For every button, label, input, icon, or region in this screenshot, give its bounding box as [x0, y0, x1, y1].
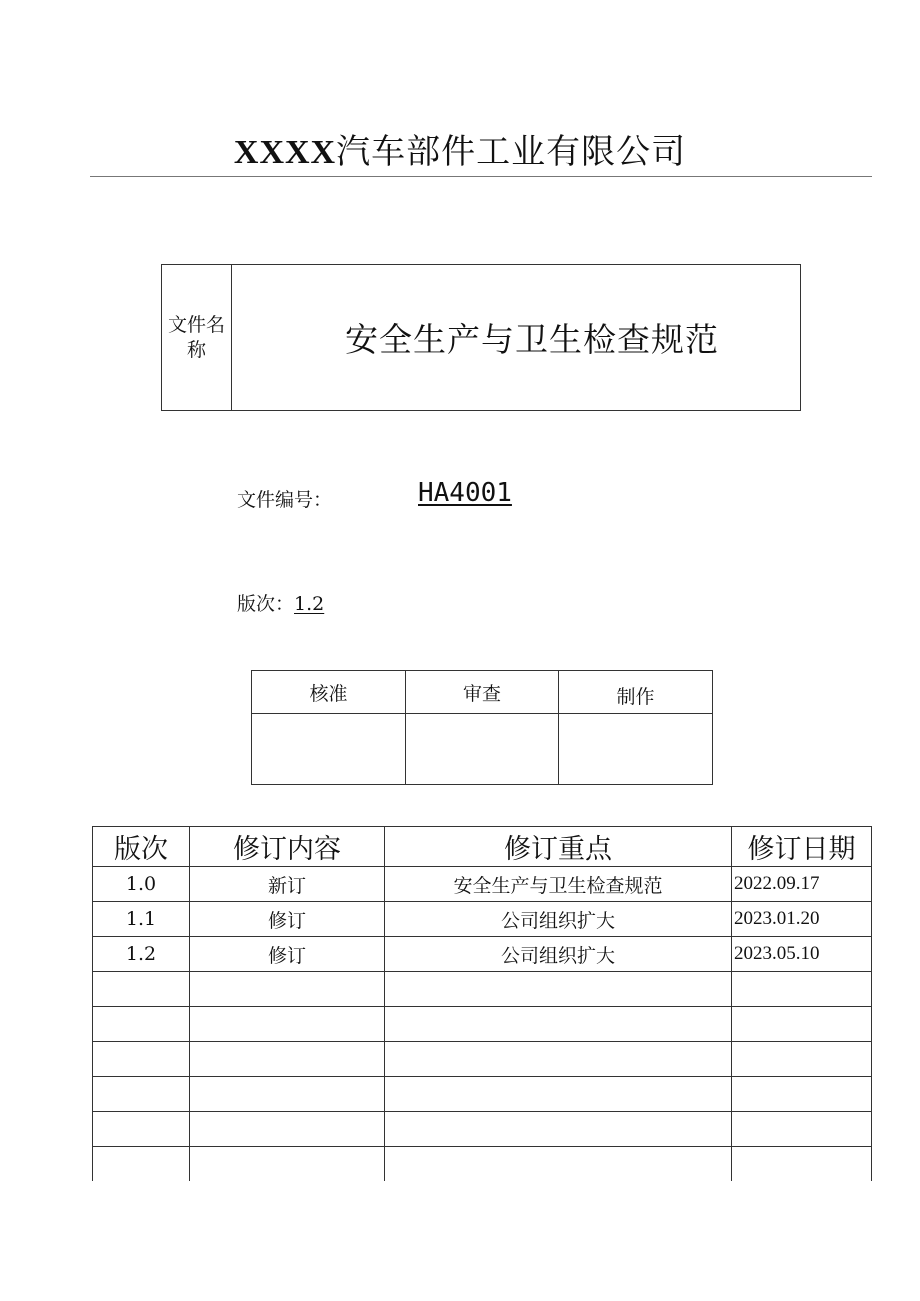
document-number-value: HA4001 — [418, 478, 512, 508]
empty-cell — [93, 1042, 190, 1077]
empty-cell — [732, 1112, 872, 1147]
revision-date: 2022.09.17 — [732, 867, 872, 902]
revision-header-version: 版次 — [93, 827, 190, 867]
company-name: 汽车部件工业有限公司 — [336, 132, 687, 172]
empty-cell — [732, 1077, 872, 1112]
empty-cell — [93, 972, 190, 1007]
approval-signature-review — [406, 714, 559, 785]
document-name-value: 安全生产与卫生检查规范 — [345, 320, 719, 359]
approval-header-approve: 核准 — [252, 671, 406, 714]
empty-cell — [385, 1112, 732, 1147]
version-line — [237, 589, 324, 616]
table-row — [93, 1147, 872, 1182]
revision-content: 修订 — [190, 937, 385, 972]
empty-cell — [190, 1007, 385, 1042]
revision-content: 新订 — [190, 867, 385, 902]
revision-header-row — [93, 827, 872, 867]
approval-table — [251, 670, 713, 785]
empty-cell — [190, 972, 385, 1007]
empty-cell — [385, 1077, 732, 1112]
revision-content: 修订 — [190, 902, 385, 937]
revision-header-date: 修订日期 — [732, 827, 872, 867]
table-row — [93, 1007, 872, 1042]
revision-focus: 安全生产与卫生检查规范 — [385, 867, 732, 902]
document-name-box — [161, 264, 801, 411]
document-name-label: 文件名称 — [162, 265, 232, 410]
title-divider — [90, 176, 872, 177]
empty-cell — [385, 1042, 732, 1077]
version-label: 版次： — [237, 593, 295, 615]
empty-cell — [93, 1077, 190, 1112]
company-brand: XXXX — [233, 134, 337, 171]
revision-history-table — [92, 826, 872, 1181]
empty-cell — [385, 972, 732, 1007]
approval-signature-prepare — [559, 714, 713, 785]
revision-header-focus: 修订重点 — [385, 827, 732, 867]
approval-header-row — [252, 671, 713, 714]
empty-cell — [93, 1007, 190, 1042]
approval-signature-row — [252, 714, 713, 785]
approval-signature-approve — [252, 714, 406, 785]
empty-cell — [190, 1077, 385, 1112]
empty-cell — [732, 1042, 872, 1077]
revision-version: 1.0 — [93, 867, 190, 902]
table-row — [93, 972, 872, 1007]
empty-cell — [190, 1112, 385, 1147]
revision-version: 1.1 — [93, 902, 190, 937]
table-row — [93, 902, 872, 937]
revision-focus: 公司组织扩大 — [385, 937, 732, 972]
empty-cell — [732, 1007, 872, 1042]
revision-date: 2023.01.20 — [732, 902, 872, 937]
table-row — [93, 1042, 872, 1077]
approval-header-prepare: 制作 — [559, 671, 713, 714]
table-row — [93, 1077, 872, 1112]
revision-header-content: 修订内容 — [190, 827, 385, 867]
document-number-label: 文件编号： — [237, 489, 333, 511]
empty-cell — [732, 972, 872, 1007]
empty-cell — [190, 1042, 385, 1077]
empty-cell — [190, 1147, 385, 1182]
revision-date: 2023.05.10 — [732, 937, 872, 972]
empty-cell — [385, 1147, 732, 1182]
empty-cell — [732, 1147, 872, 1182]
table-row — [93, 867, 872, 902]
version-value: 1.2 — [294, 593, 325, 615]
approval-header-review: 审查 — [406, 671, 559, 714]
empty-cell — [93, 1147, 190, 1182]
revision-focus: 公司组织扩大 — [385, 902, 732, 937]
revision-version: 1.2 — [93, 937, 190, 972]
table-row — [93, 937, 872, 972]
empty-cell — [93, 1112, 190, 1147]
empty-cell — [385, 1007, 732, 1042]
company-title — [0, 128, 920, 177]
table-row — [93, 1112, 872, 1147]
